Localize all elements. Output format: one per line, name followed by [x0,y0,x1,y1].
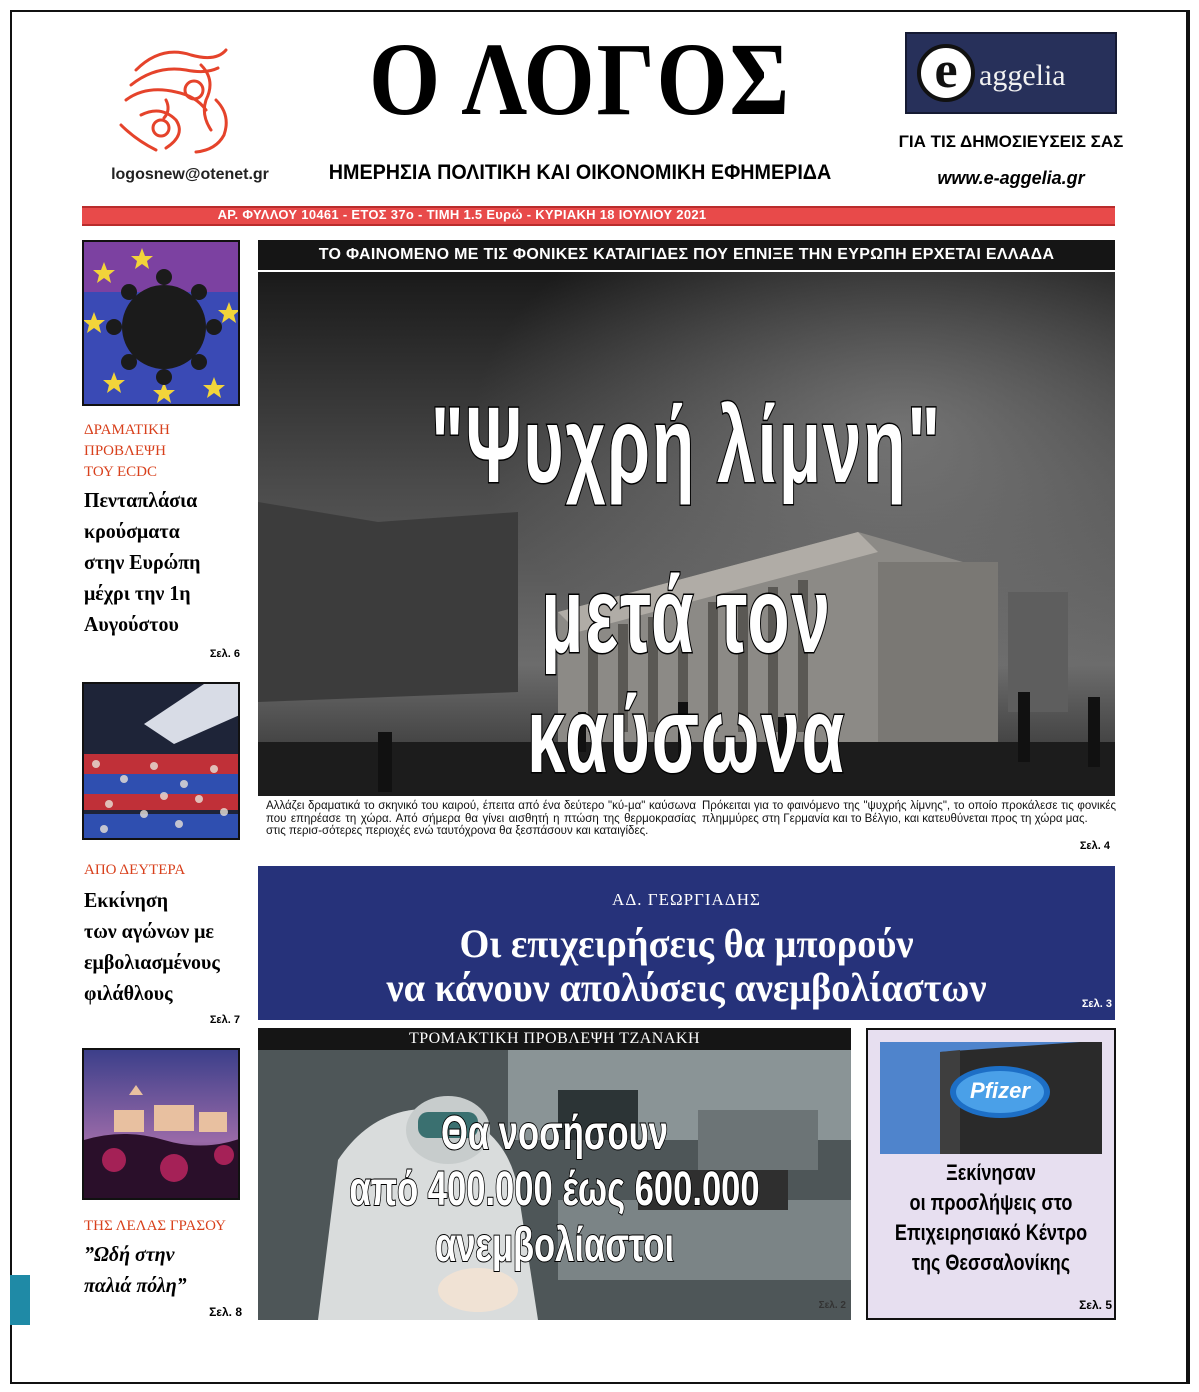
stadium-crowd-image [84,684,240,840]
newspaper-subtitle: ΗΜΕΡΗΣΙΑ ΠΟΛΙΤΙΚΗ ΚΑΙ ΟΙΚΟΝΟΜΙΚΗ ΕΦΗΜΕΡΙΔΑ [328,161,832,184]
contact-email[interactable]: logosnew@otenet.gr [111,166,269,183]
old-city-night-image [84,1050,240,1200]
story-kicker: ΑΔ. ΓΕΩΡΓΙΑΔΗΣ [612,890,761,909]
issue-info: ΑΡ. ΦΥΛΛΟΥ 10461 - ΕΤΟΣ 37ο - ΤΙΜΗ 1.5 Ευρώ - ΚΥΡΙΑΚΗ 18 ΙΟΥΛΙΟΥ 2021 [217,207,707,222]
ecdc-story[interactable] [84,420,244,640]
main-headline: "Ψυχρή λίμνη" μετά τον καύσωνα [430,384,943,795]
registration-mark [10,1275,30,1325]
newspaper-title: Ο ΛΟΓΟΣ [368,22,792,137]
page-ref-6[interactable]: Σελ. 6 [209,648,240,660]
ad-tagline: ΓΙΑ ΤΙΣ ΔΗΜΟΣΙΕΥΣΕΙΣ ΣΑΣ [898,132,1124,151]
oldtown-thumbnail[interactable] [82,1048,240,1200]
story-headline: ”Ωδή στην παλιά πόλη” [84,1242,187,1297]
page-ref-4[interactable]: Σελ. 4 [1079,840,1110,852]
page-ref-3[interactable]: Σελ. 3 [1081,998,1112,1010]
eaggelia-logo-icon: e [917,44,975,102]
tzanakis-headline: Θα νοσήσουν από 400.000 έως 600.000 ανεμβολίαστοι [349,1107,760,1272]
story-kicker: ΤΗΣ ΛΕΛΑΣ ΓΡΑΣΟΥ [84,1218,227,1234]
story-kicker: ΑΠΟ ΔΕΥΤΕΡΑ [84,862,186,878]
story-kicker: ΔΡΑΜΑΤΙΚΗ ΠΡΟΒΛΕΨΗ ΤΟΥ ECDC [84,422,170,480]
pfizer-sign-text: Pfizer [970,1078,1030,1103]
fans-thumbnail[interactable] [82,682,240,840]
page-ref-2[interactable]: Σελ. 2 [818,1300,846,1311]
main-caption-left: Αλλάζει δραματικά το σκηνικό του καιρού, έπειτα από ένα δεύτερο "κύ-μα" καύσωνα που επηρέασε τη χώρα. Από σήμερα θα γίνει αισθητή η πτώση της θερμοκρασίας στις περισ-σότερες περιοχές ενώ ταυτόχρονα θα ξεσπάσουν και καταιγίδες. [266,800,696,837]
oldtown-story[interactable] [84,1216,244,1301]
page-ref-5[interactable]: Σελ. 5 [1079,1298,1112,1312]
main-story-banner: ΤΟ ΦΑΙΝΟΜΕΝΟ ΜΕ ΤΙΣ ΦΟΝΙΚΕΣ ΚΑΤΑΙΓΙΔΕΣ ΠΟΥ ΕΠΝΙΞΕ ΤΗΝ ΕΥΡΩΠΗ ΕΡΧΕΤΑΙ ΕΛΛΑΔΑ [258,240,1115,270]
eaggelia-wordmark: aggelia [979,59,1066,92]
ad-url[interactable]: www.e-aggelia.gr [937,168,1085,188]
virus-eu-flag-image [84,242,240,406]
ecdc-thumbnail[interactable] [82,240,240,406]
eaggelia-ad[interactable] [905,32,1117,114]
pfizer-photo [880,1042,1102,1154]
main-caption-right: Πρόκειται για το φαινόμενο της "ψυχρής λίμνης", το οποίο προκάλεσε τις φονικές πλημμύρες στη Γερμανία και το Βέλγιο, και κατευθύνεται προς τη χώρα μας. [702,800,1116,825]
tzanakis-banner: ΤΡΟΜΑΚΤΙΚΗ ΠΡΟΒΛΕΨΗ ΤΖΑΝΑΚΗ [258,1028,851,1050]
story-headline: Πενταπλάσια κρούσματα στην Ευρώπη μέχρι την 1η Αυγούστου [84,488,201,636]
page-ref-7[interactable]: Σελ. 7 [209,1014,240,1026]
pfizer-headline: Ξεκίνησαν οι προσλήψεις στο Επιχειρησιακό Κέντρο της Θεσσαλονίκης [894,1160,1088,1275]
logo-illustration [106,40,256,160]
georgiadis-headline: Οι επιχειρήσεις θα μπορούν να κάνουν απολύσεις ανεμβολίαστων [386,921,987,1010]
story-headline: Εκκίνηση των αγώνων με εμβολιασμένους φιλάθλους [84,888,220,1005]
fans-story[interactable] [84,860,244,1009]
page-ref-8[interactable]: Σελ. 8 [209,1305,242,1319]
